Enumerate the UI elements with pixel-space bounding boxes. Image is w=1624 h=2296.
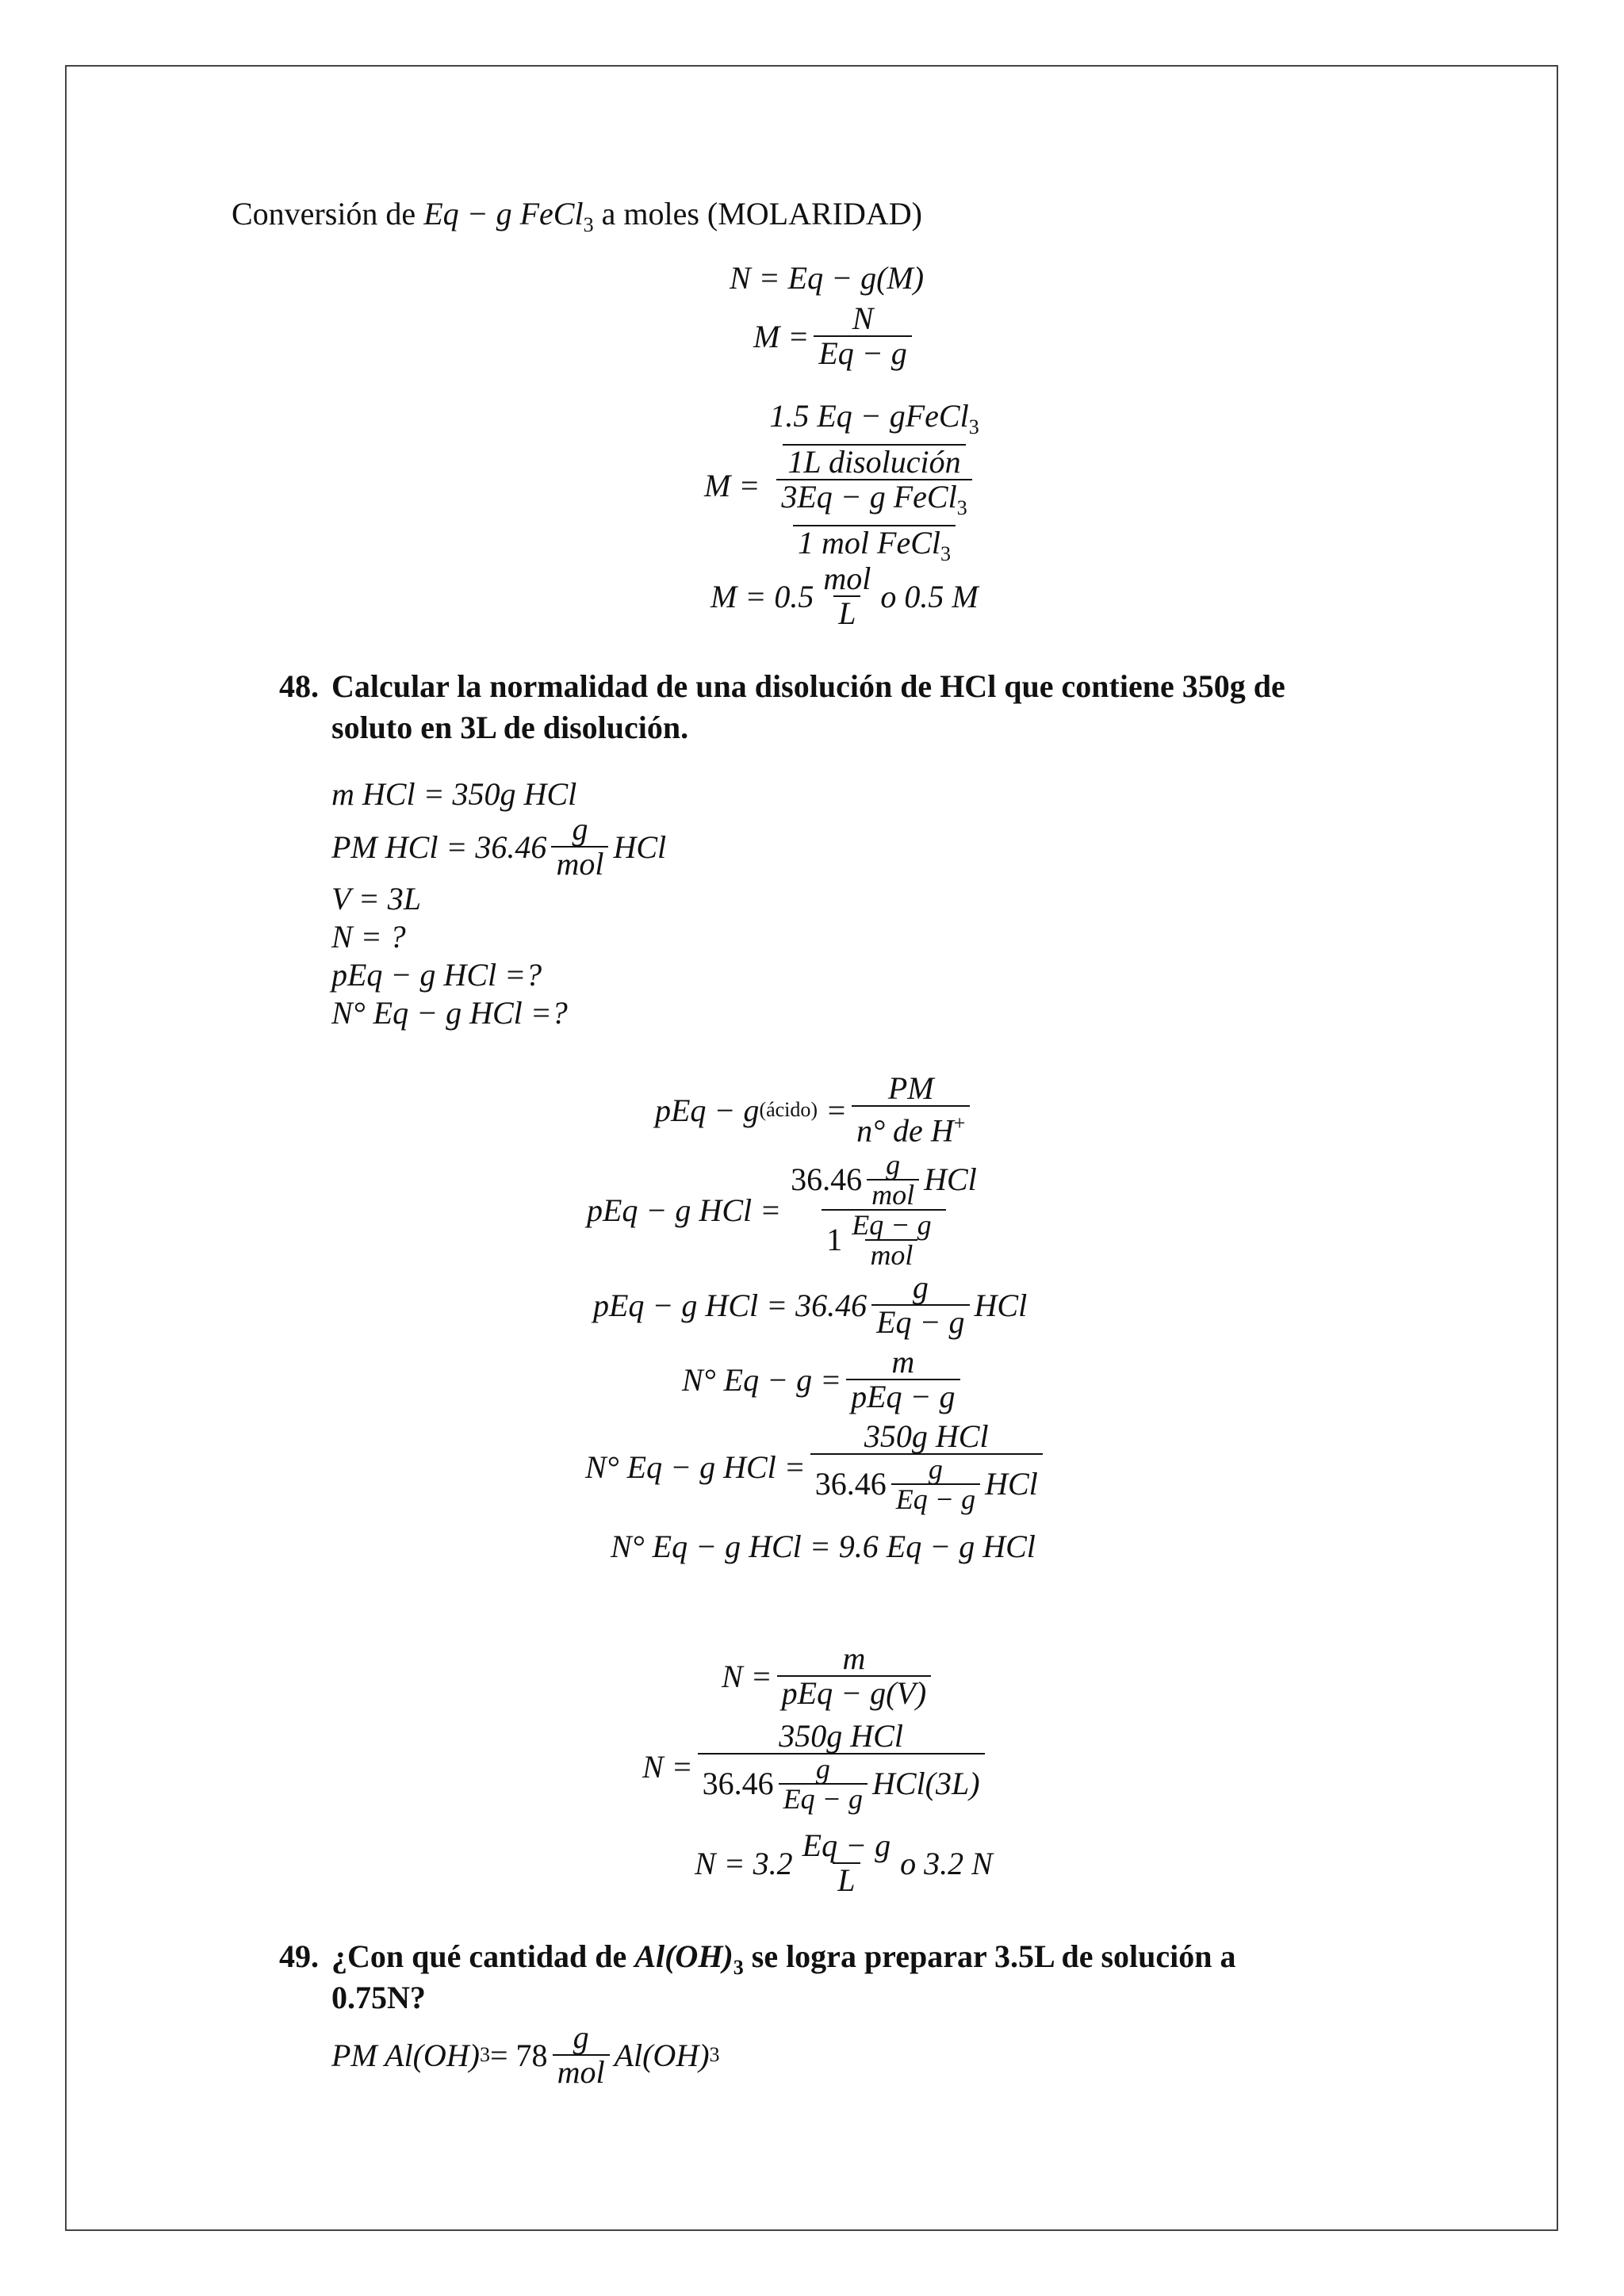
given-neq: N° Eq − g HCl =? [331, 995, 568, 1031]
q49-number: 49. [279, 1938, 319, 1974]
eq-n-def: N = $\frac{m}{\text{pEq − g(V)}}$ [722, 1636, 936, 1716]
eq-normality-def: N = Eq − g(M) [730, 259, 925, 296]
eq-peq-hcl-result: pEq − g HCl = 36.46 $\frac{g}{Eq - g}$ HCl [593, 1269, 1028, 1340]
given-volume: V = 3L [331, 881, 421, 916]
eq-n-substituted: N = 350g HCl 36.46 $\frac{g}{Eq - g}$ HCl(3L) [642, 1711, 990, 1822]
eq-neq-hcl: N° Eq − g HCl = 350g HCl 36.46 $\frac{g}{Eq - g}$ HCl [585, 1413, 1048, 1521]
given-normality: N = ? [331, 919, 406, 955]
eq-n-result: N = 3.2 $\frac{Eq - g}{L}$ o 3.2 N [695, 1827, 993, 1898]
q48-text-line1: Calcular la normalidad de una disolución de HCl que contiene 350g de [331, 668, 1285, 704]
given-pm: PM HCl = 36.46 $\frac{g}{\text{mol}}$ HCl [331, 811, 667, 882]
eq-peq-acid: pEq − g (ácido) = $\frac{PM}{n^\circ de H^+}$ [655, 1070, 975, 1150]
eq-neq-def: N° Eq − g = $\frac{m}{\text{pEq − g}}$ [682, 1340, 965, 1419]
q49-text-line1: ¿Con qué cantidad de $Al(OH)_3$ se logra preparar 3.5L de solución a [331, 1938, 1236, 1979]
q48-number: 48. [279, 668, 319, 704]
eq-molarity-def: M = $\frac{N}{Eq - g}$ [753, 297, 917, 376]
given-peq: pEq − g HCl =? [331, 957, 542, 993]
q49-pm: PM Al(OH) 3 = 78 $\frac{g}{\text{mol}}$ Al(OH) 3 [331, 2019, 720, 2090]
eq-molarity-compound: M = $\frac{\frac{1.5 Eq - gFeCl_3}{\text{1L disolución}}}{\frac{3Eq - g FeCl_3}{1 mol FeCl_3}}$ [704, 414, 989, 557]
eq-molarity-result: M = 0.5 $\frac{\text{mol}}{L}$ o 0.5 M [710, 561, 979, 631]
q49-text-line2: 0.75N? [331, 1980, 426, 2015]
q48-text-line2: soluto en 3L de disolución. [331, 710, 689, 745]
given-mass: m HCl = 350g HCl [331, 776, 577, 812]
eq-neq-result: N° Eq − g HCl = 9.6 Eq − g HCl [611, 1528, 1036, 1564]
eq-peq-hcl: pEq − g HCl = 36.46 $\frac{g}{\text{mol}}$ HCl 1 $\frac{Eq - g}{\text{mol}}$ [587, 1149, 977, 1271]
intro-line: Conversión de Eq − g FeCl$_3$ a moles (MOLARIDAD) [232, 196, 922, 236]
